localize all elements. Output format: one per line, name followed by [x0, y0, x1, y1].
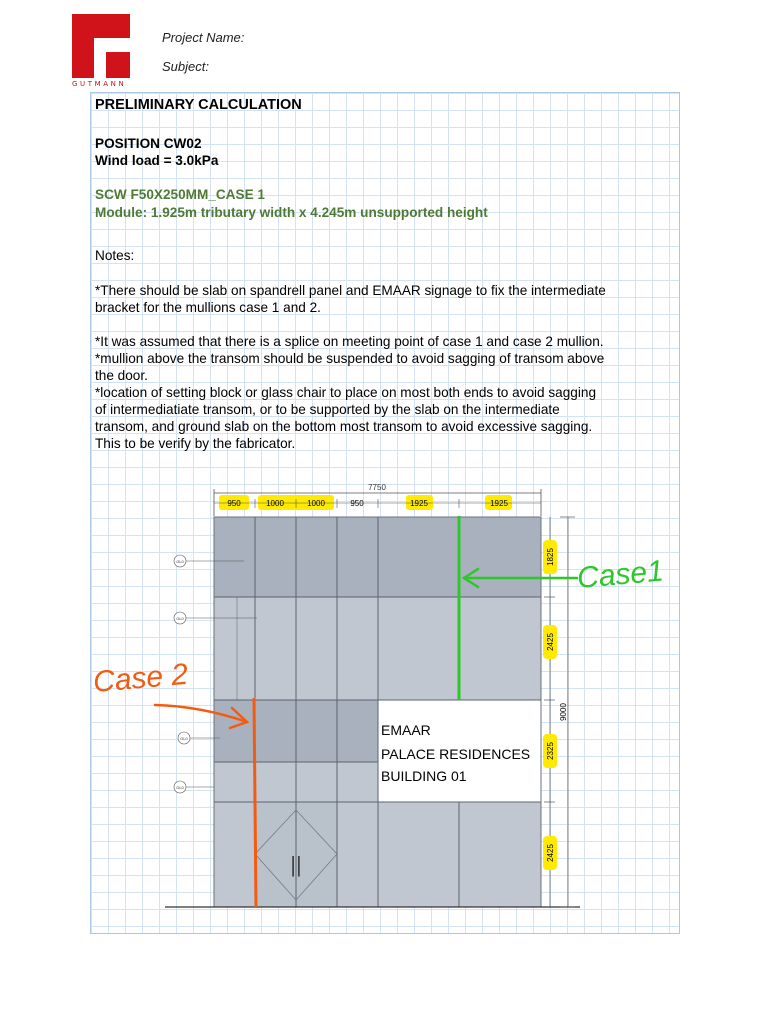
height-label-3: 2325 — [546, 742, 555, 760]
width-label-2: 1000 — [266, 499, 284, 508]
tag-label-2: GL0 — [176, 616, 184, 621]
module-label: Module: 1.925m tributary width x 4.245m unsupported height — [95, 205, 488, 220]
sheet-title: PRELIMINARY CALCULATION — [95, 97, 302, 113]
width-highlights — [219, 495, 512, 510]
door-handle-mark: || — [290, 852, 302, 877]
signage-line-3: BUILDING 01 — [381, 768, 467, 784]
tag-label-3: GL0 — [180, 736, 188, 741]
position-label: POSITION CW02 — [95, 136, 202, 151]
note-1-line-2: bracket for the mullions case 1 and 2. — [95, 300, 321, 315]
note-4-line-3: transom, and ground slab on the bottom most transom to avoid excessive sagging. — [95, 419, 593, 434]
signage-line-1: EMAAR — [381, 722, 431, 738]
case2-mullion-highlight — [254, 698, 256, 907]
note-4-line-1: *location of setting block or glass chair to place on most both ends to avoid sagging — [95, 385, 597, 400]
width-label-6: 1925 — [490, 499, 508, 508]
width-label-1: 950 — [227, 499, 241, 508]
notes-heading: Notes: — [95, 248, 135, 263]
subject-label: Subject: — [162, 59, 209, 74]
note-4-line-2: of intermediatiate transom, or to be supported by the slab on the intermediate — [95, 402, 560, 417]
tag-label-4: GL0 — [176, 785, 184, 790]
height-label-1: 1825 — [546, 548, 555, 566]
width-label-4: 950 — [350, 499, 364, 508]
overall-width-label: 7750 — [368, 483, 386, 492]
note-3-line-1: *mullion above the transom should be suspended to avoid sagging of transom above — [95, 351, 605, 366]
project-name-label: Project Name: — [162, 30, 245, 45]
signage-line-2: PALACE RESIDENCES — [381, 746, 531, 762]
width-label-5: 1925 — [410, 499, 428, 508]
case1-label: Case1 — [575, 554, 665, 595]
note-3-line-2: the door. — [95, 368, 148, 383]
profile-label: SCW F50X250MM_CASE 1 — [95, 187, 265, 202]
note-1-line-1: *There should be slab on spandrell panel and EMAAR signage to fix the intermediate — [95, 283, 606, 298]
case2-label: Case 2 — [91, 657, 190, 699]
note-2: *It was assumed that there is a splice on meeting point of case 1 and case 2 mullion. — [95, 334, 604, 349]
overall-height-label: 9000 — [559, 703, 568, 721]
height-label-4: 2425 — [546, 844, 555, 862]
note-4-line-4: This to be verify by the fabricator. — [95, 436, 296, 451]
width-label-3: 1000 — [307, 499, 325, 508]
logo-wordmark: GUTMANN — [72, 80, 127, 88]
height-label-2: 2425 — [546, 633, 555, 651]
tag-label-1: GL0 — [176, 559, 184, 564]
wind-load-label: Wind load = 3.0kPa — [95, 153, 219, 168]
